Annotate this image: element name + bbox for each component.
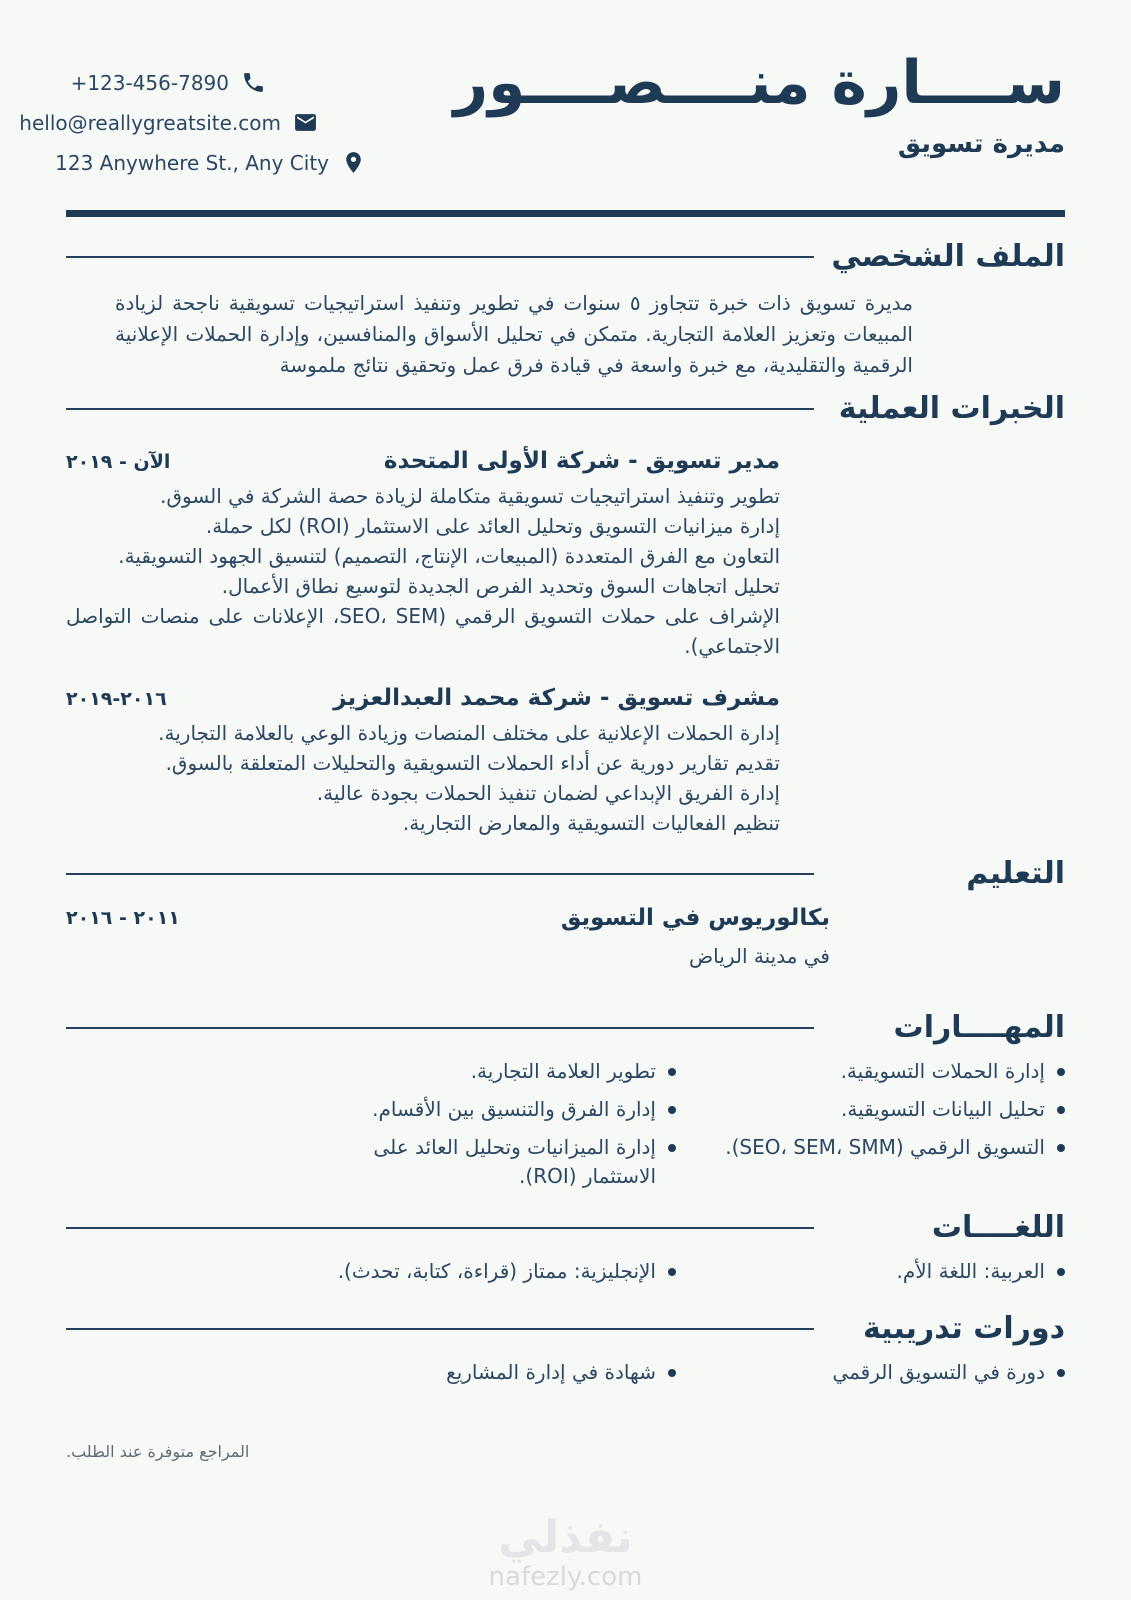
section-courses-header: [66, 1311, 1065, 1346]
skill-item: [676, 1133, 1065, 1191]
skill-item: [676, 1057, 1065, 1086]
degree-title: بكالوريوس في التسويق: [560, 905, 830, 931]
job-1-bullets: [66, 481, 780, 661]
course-text: دورة في التسويق الرقمي: [832, 1360, 1045, 1384]
profile-text: مديرة تسويق ذات خبرة تتجاوز ٥ سنوات في تطوير وتنفيذ استراتيجيات تسويقية ناجحة لزيادة المبيعات وتعزيز العلامة التجارية. متمكن في تحليل الأسواق والمنافسين، وإدارة الحملات الإعلانية الرقمية والتقليدية، مع خبرة واسعة في قيادة فرق عمل وتحقيق نتائج ملموسة: [115, 291, 913, 377]
bullet-dot-icon: [1057, 1369, 1065, 1377]
bullet-dot-icon: [668, 1268, 676, 1276]
job-2-header: [66, 685, 780, 711]
skills-grid: [287, 1057, 1065, 1200]
job-bullet: الإشراف على حملات التسويق الرقمي (SEO، SEM، الإعلانات على منصات التواصل الاجتماعي).: [66, 604, 780, 658]
language-text: العربية: اللغة الأم.: [896, 1259, 1045, 1283]
skill-text: التسويق الرقمي (SEO، SEM، SMM).: [725, 1135, 1045, 1159]
skills-heading: المهــــارات: [893, 1010, 1065, 1045]
degree-location: في مدينة الرياض: [688, 944, 830, 968]
experience-heading: الخبرات العملية: [838, 391, 1065, 426]
contact-email: [19, 110, 318, 135]
skill-text: تحليل البيانات التسويقية.: [841, 1097, 1045, 1121]
header-divider: [66, 210, 1065, 217]
references-note: المراجع متوفرة عند الطلب.: [66, 1442, 250, 1461]
skill-item: [287, 1095, 676, 1124]
languages-heading: اللغــــات: [931, 1210, 1065, 1245]
job-2-title: مشرف تسويق - شركة محمد العبدالعزيز: [333, 685, 780, 711]
header: [19, 46, 1065, 190]
person-name: ســــارة منــــصــــور: [453, 48, 1065, 118]
job-role: مديرة تسويق: [897, 129, 1065, 159]
skill-text: إدارة الفرق والتنسيق بين الأقسام.: [372, 1097, 656, 1121]
courses-heading: دورات تدريبية: [862, 1311, 1065, 1346]
profile-heading: الملف الشخصي: [831, 239, 1065, 274]
section-rule: [66, 408, 814, 410]
name-block: [454, 46, 1065, 159]
phone-number: +123-456-7890: [70, 70, 229, 95]
contact-phone: [66, 70, 266, 95]
job-bullet: تنظيم الفعاليات التسويقية والمعارض التجارية.: [402, 811, 780, 835]
location-pin-icon: [341, 150, 366, 175]
bullet-dot-icon: [1057, 1268, 1065, 1276]
courses-grid: [287, 1358, 1065, 1396]
job-1-header: [66, 448, 780, 474]
section-rule: [66, 256, 814, 258]
bullet-dot-icon: [668, 1369, 676, 1377]
job-bullet: إدارة ميزانيات التسويق وتحليل العائد على الاستثمار (ROI) لكل حملة.: [205, 514, 780, 538]
skill-item: [676, 1095, 1065, 1124]
section-profile-header: [66, 239, 1065, 274]
contact-address: [55, 150, 366, 175]
email-address: hello@reallygreatsite.com: [19, 110, 281, 135]
job-1-dates: الآن - ٢٠١٩: [66, 451, 171, 473]
job-bullet: تحليل اتجاهات السوق وتحديد الفرص الجديدة لتوسيع نطاق الأعمال.: [221, 574, 780, 598]
course-item: [676, 1358, 1065, 1387]
watermark-url: nafezly.com: [488, 1562, 643, 1592]
language-text: الإنجليزية: ممتاز (قراءة، كتابة، تحدث).: [337, 1259, 656, 1283]
job-bullet: إدارة الفريق الإبداعي لضمان تنفيذ الحملات بجودة عالية.: [316, 781, 780, 805]
skill-item: [287, 1133, 676, 1191]
contact-block: [19, 70, 366, 190]
skill-text: تطوير العلامة التجارية.: [470, 1059, 656, 1083]
course-item: [287, 1358, 676, 1387]
bullet-dot-icon: [668, 1144, 676, 1152]
skill-text: إدارة الحملات التسويقية.: [840, 1059, 1045, 1083]
job-bullet: التعاون مع الفرق المتعددة (المبيعات، الإنتاج، التصميم) لتنسيق الجهود التسويقية.: [118, 544, 780, 568]
street-address: 123 Anywhere St., Any City: [55, 150, 329, 175]
section-education-header: [66, 856, 1065, 891]
language-item: [676, 1257, 1065, 1286]
education-dates: ٢٠١١ - ٢٠١٦: [66, 907, 180, 929]
section-languages-header: [66, 1210, 1065, 1245]
section-rule: [66, 1328, 814, 1330]
section-rule: [66, 1027, 814, 1029]
experience-body: [66, 448, 780, 838]
education-heading: التعليم: [966, 856, 1065, 891]
job-2-dates: ٢٠١٦-٢٠١٩: [66, 688, 167, 710]
education-main: [561, 905, 830, 968]
bullet-dot-icon: [668, 1106, 676, 1114]
section-skills-header: [66, 1010, 1065, 1045]
job-bullet: إدارة الحملات الإعلانية على مختلف المنصات وزيادة الوعي بالعلامة التجارية.: [158, 721, 780, 745]
job-bullet: تقديم تقارير دورية عن أداء الحملات التسويقية والتحليلات المتعلقة بالسوق.: [165, 751, 780, 775]
watermark: [488, 1512, 643, 1592]
section-rule: [66, 1227, 814, 1229]
phone-icon: [241, 70, 266, 95]
watermark-logo: نفذلي: [498, 1512, 633, 1563]
skill-item: [287, 1057, 676, 1086]
job-bullet: تطوير وتنفيذ استراتيجيات تسويقية متكاملة لزيادة حصة الشركة في السوق.: [160, 484, 780, 508]
job-1-title: مدير تسويق - شركة الأولى المتحدة: [383, 448, 780, 474]
language-item: [287, 1257, 676, 1286]
education-body: [66, 905, 830, 968]
job-2-bullets: [66, 718, 780, 838]
languages-grid: [287, 1257, 1065, 1295]
bullet-dot-icon: [1057, 1144, 1065, 1152]
section-rule: [66, 873, 814, 875]
bullet-dot-icon: [668, 1068, 676, 1076]
skill-text: إدارة الميزانيات وتحليل العائد على الاستثمار (ROI).: [373, 1135, 656, 1188]
bullet-dot-icon: [1057, 1068, 1065, 1076]
envelope-icon: [293, 110, 318, 135]
course-text: شهادة في إدارة المشاريع: [446, 1360, 656, 1384]
section-experience-header: [66, 391, 1065, 426]
bullet-dot-icon: [1057, 1106, 1065, 1114]
